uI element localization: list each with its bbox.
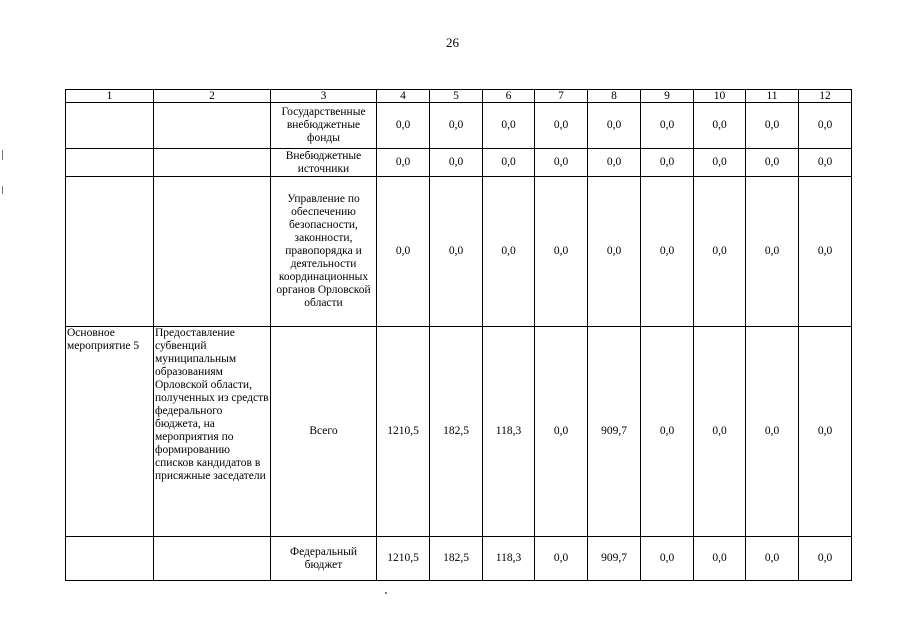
scan-dot [385, 592, 387, 594]
column-number: 10 [694, 90, 746, 103]
value-cell: 0,0 [641, 103, 694, 149]
value-cell: 182,5 [430, 327, 483, 537]
value-cell: 0,0 [799, 103, 852, 149]
value-cell: 0,0 [535, 103, 588, 149]
value-cell: 0,0 [588, 149, 641, 177]
activity-cell: Основное мероприятие 5 [66, 327, 154, 537]
value-cell: 0,0 [694, 149, 746, 177]
column-number: 4 [377, 90, 430, 103]
value-cell: 1210,5 [377, 537, 430, 581]
page-number: 26 [446, 35, 459, 50]
value-cell: 0,0 [641, 177, 694, 327]
column-number: 11 [746, 90, 799, 103]
value-cell: 0,0 [377, 149, 430, 177]
funding-source-cell: Государственные внебюджетные фонды [271, 103, 377, 149]
value-cell: 0,0 [535, 327, 588, 537]
column-number: 3 [271, 90, 377, 103]
column-number-row [66, 90, 852, 103]
value-cell: 0,0 [377, 103, 430, 149]
value-cell: 0,0 [694, 177, 746, 327]
value-cell: 909,7 [588, 327, 641, 537]
value-cell: 0,0 [641, 149, 694, 177]
activity-cell [66, 537, 154, 581]
funding-source-cell: Внебюджетные источники [271, 149, 377, 177]
value-cell: 0,0 [694, 103, 746, 149]
value-cell: 0,0 [377, 177, 430, 327]
description-cell [154, 103, 271, 149]
value-cell: 0,0 [799, 537, 852, 581]
budget-table [65, 89, 852, 581]
value-cell: 118,3 [483, 537, 535, 581]
table-row [66, 327, 852, 537]
value-cell: 0,0 [746, 327, 799, 537]
value-cell: 0,0 [694, 327, 746, 537]
value-cell: 0,0 [483, 177, 535, 327]
value-cell: 0,0 [535, 537, 588, 581]
table-row [66, 103, 852, 149]
column-number: 12 [799, 90, 852, 103]
description-cell [154, 149, 271, 177]
scan-edge-mark [2, 186, 3, 194]
value-cell: 0,0 [430, 177, 483, 327]
value-cell: 0,0 [535, 177, 588, 327]
activity-cell [66, 177, 154, 327]
table-row [66, 177, 852, 327]
funding-source-cell: Управление по обеспечению безопасности, законности, правопорядка и деятельности координационных органов Орловской области [271, 177, 377, 327]
column-number: 1 [66, 90, 154, 103]
table-row [66, 149, 852, 177]
funding-source-cell: Всего [271, 327, 377, 537]
value-cell: 0,0 [641, 537, 694, 581]
activity-cell [66, 103, 154, 149]
column-number: 7 [535, 90, 588, 103]
value-cell: 909,7 [588, 537, 641, 581]
value-cell: 0,0 [483, 103, 535, 149]
scan-edge-mark [2, 150, 3, 160]
activity-cell [66, 149, 154, 177]
description-cell [154, 537, 271, 581]
value-cell: 0,0 [641, 327, 694, 537]
column-number: 5 [430, 90, 483, 103]
value-cell: 0,0 [799, 149, 852, 177]
value-cell: 0,0 [694, 537, 746, 581]
value-cell: 1210,5 [377, 327, 430, 537]
value-cell: 0,0 [588, 177, 641, 327]
column-number: 9 [641, 90, 694, 103]
column-number: 8 [588, 90, 641, 103]
value-cell: 0,0 [746, 149, 799, 177]
value-cell: 0,0 [799, 177, 852, 327]
value-cell: 0,0 [535, 149, 588, 177]
funding-source-cell: Федеральный бюджет [271, 537, 377, 581]
value-cell: 182,5 [430, 537, 483, 581]
description-cell: Предоставление субвенций муниципальным образованиям Орловской области, полученных из средств федерального бюджета, на мероприятия по формированию списков кандидатов в присяжные заседатели [154, 327, 271, 537]
table-row [66, 537, 852, 581]
value-cell: 0,0 [430, 103, 483, 149]
value-cell: 0,0 [588, 103, 641, 149]
column-number: 2 [154, 90, 271, 103]
description-cell [154, 177, 271, 327]
value-cell: 0,0 [483, 149, 535, 177]
value-cell: 0,0 [746, 537, 799, 581]
value-cell: 0,0 [746, 103, 799, 149]
column-number: 6 [483, 90, 535, 103]
value-cell: 0,0 [746, 177, 799, 327]
value-cell: 0,0 [430, 149, 483, 177]
value-cell: 118,3 [483, 327, 535, 537]
value-cell: 0,0 [799, 327, 852, 537]
